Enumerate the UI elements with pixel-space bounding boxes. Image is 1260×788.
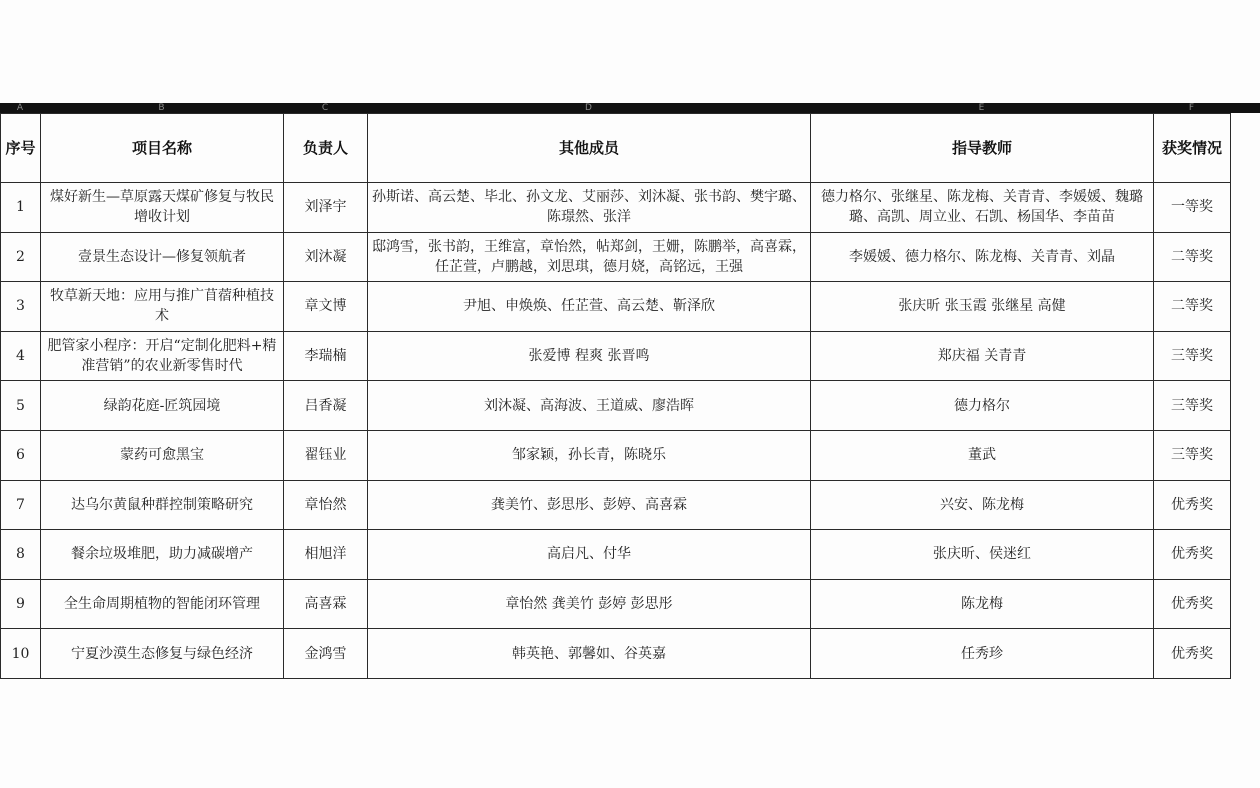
table-row (1, 183, 1231, 233)
header-advisor[interactable]: 指导教师 (811, 114, 1154, 183)
table-row (1, 430, 1231, 480)
cell-leader[interactable]: 高喜霖 (284, 579, 368, 629)
column-letter-e[interactable]: E (978, 103, 985, 113)
cell-advisor[interactable]: 陈龙梅 (811, 579, 1154, 629)
cell-project[interactable]: 煤好新生—草原露天煤矿修复与牧民增收计划 (41, 183, 284, 233)
cell-members[interactable]: 高启凡、付华 (368, 530, 811, 580)
cell-advisor[interactable]: 德力格尔 (811, 381, 1154, 431)
cell-project[interactable]: 全生命周期植物的智能闭环管理 (41, 579, 284, 629)
column-letter-c[interactable]: C (321, 103, 329, 113)
column-letter-b[interactable]: B (158, 103, 165, 113)
cell-seq[interactable]: 3 (1, 282, 41, 332)
cell-leader[interactable]: 刘泽宇 (284, 183, 368, 233)
table-row (1, 629, 1231, 679)
cell-seq[interactable]: 7 (1, 480, 41, 530)
column-letter-d[interactable]: D (585, 103, 592, 113)
table-row (1, 480, 1231, 530)
cell-award[interactable]: 二等奖 (1154, 282, 1231, 332)
cell-leader[interactable]: 刘沐凝 (284, 232, 368, 282)
cell-members[interactable]: 邹家颖，孙长青，陈晓乐 (368, 430, 811, 480)
cell-advisor[interactable]: 董武 (811, 430, 1154, 480)
cell-members[interactable]: 刘沐凝、高海波、王道威、廖浩晖 (368, 381, 811, 431)
cell-project[interactable]: 肥管家小程序：开启“定制化肥料+精准营销”的农业新零售时代 (41, 331, 284, 381)
cell-award[interactable]: 二等奖 (1154, 232, 1231, 282)
cell-seq[interactable]: 6 (1, 430, 41, 480)
cell-project[interactable]: 宁夏沙漠生态修复与绿色经济 (41, 629, 284, 679)
column-letter-a[interactable]: A (16, 103, 24, 113)
cell-members[interactable]: 张爱博 程爽 张晋鸣 (368, 331, 811, 381)
cell-project[interactable]: 达乌尔黄鼠种群控制策略研究 (41, 480, 284, 530)
cell-advisor[interactable]: 张庆昕 张玉霞 张继星 高健 (811, 282, 1154, 332)
cell-project[interactable]: 牧草新天地：应用与推广苜蓿种植技术 (41, 282, 284, 332)
header-row (1, 114, 1231, 183)
cell-seq[interactable]: 9 (1, 579, 41, 629)
cell-award[interactable]: 优秀奖 (1154, 480, 1231, 530)
cell-leader[interactable]: 章文博 (284, 282, 368, 332)
header-project[interactable]: 项目名称 (41, 114, 284, 183)
cell-members[interactable]: 章怡然 龚美竹 彭婷 彭思彤 (368, 579, 811, 629)
cell-leader[interactable]: 相旭洋 (284, 530, 368, 580)
header-seq[interactable]: 序号 (1, 114, 41, 183)
cell-advisor[interactable]: 德力格尔、张继星、陈龙梅、关青青、李媛媛、魏璐璐、高凯、周立业、石凯、杨国华、李苗苗 (811, 183, 1154, 233)
cell-leader[interactable]: 翟钰业 (284, 430, 368, 480)
cell-seq[interactable]: 1 (1, 183, 41, 233)
cell-leader[interactable]: 金鸿雪 (284, 629, 368, 679)
cell-leader[interactable]: 吕香凝 (284, 381, 368, 431)
cell-project[interactable]: 餐余垃圾堆肥，助力减碳增产 (41, 530, 284, 580)
cell-award[interactable]: 优秀奖 (1154, 629, 1231, 679)
cell-seq[interactable]: 8 (1, 530, 41, 580)
column-header-bar (0, 103, 1260, 113)
cell-advisor[interactable]: 张庆昕、侯迷红 (811, 530, 1154, 580)
award-table (0, 113, 1231, 679)
table-row (1, 331, 1231, 381)
table-row (1, 381, 1231, 431)
table-row (1, 282, 1231, 332)
cell-seq[interactable]: 10 (1, 629, 41, 679)
cell-project[interactable]: 壹景生态设计—修复领航者 (41, 232, 284, 282)
cell-advisor[interactable]: 任秀珍 (811, 629, 1154, 679)
header-members[interactable]: 其他成员 (368, 114, 811, 183)
cell-award[interactable]: 三等奖 (1154, 381, 1231, 431)
cell-leader[interactable]: 章怡然 (284, 480, 368, 530)
cell-project[interactable]: 绿韵花庭-匠筑园境 (41, 381, 284, 431)
cell-members[interactable]: 韩英艳、郭馨如、谷英嘉 (368, 629, 811, 679)
cell-members[interactable]: 尹旭、申焕焕、任芷萱、高云楚、靳泽欣 (368, 282, 811, 332)
cell-award[interactable]: 三等奖 (1154, 430, 1231, 480)
cell-leader[interactable]: 李瑞楠 (284, 331, 368, 381)
cell-seq[interactable]: 4 (1, 331, 41, 381)
header-award[interactable]: 获奖情况 (1154, 114, 1231, 183)
table-row (1, 232, 1231, 282)
cell-award[interactable]: 优秀奖 (1154, 579, 1231, 629)
table-row (1, 579, 1231, 629)
cell-award[interactable]: 三等奖 (1154, 331, 1231, 381)
column-letter-f[interactable]: F (1188, 103, 1195, 113)
cell-members[interactable]: 邸鸿雪，张书韵，王维富，章怡然，帖郑剑，王姗，陈鹏举，高喜霖，任芷萱，卢鹏越，刘思琪，德月娆，高铭远，王强 (368, 232, 811, 282)
cell-award[interactable]: 一等奖 (1154, 183, 1231, 233)
cell-members[interactable]: 孙斯诺、高云楚、毕北、孙文龙、艾丽莎、刘沐凝、张书韵、樊宇璐、陈璟然、张洋 (368, 183, 811, 233)
cell-advisor[interactable]: 兴安、陈龙梅 (811, 480, 1154, 530)
cell-seq[interactable]: 5 (1, 381, 41, 431)
cell-project[interactable]: 蒙药可愈黑宝 (41, 430, 284, 480)
cell-advisor[interactable]: 郑庆福 关青青 (811, 331, 1154, 381)
header-leader[interactable]: 负责人 (284, 114, 368, 183)
cell-award[interactable]: 优秀奖 (1154, 530, 1231, 580)
cell-members[interactable]: 龚美竹、彭思彤、彭婷、高喜霖 (368, 480, 811, 530)
cell-seq[interactable]: 2 (1, 232, 41, 282)
cell-advisor[interactable]: 李媛媛、德力格尔、陈龙梅、关青青、刘晶 (811, 232, 1154, 282)
table-row (1, 530, 1231, 580)
